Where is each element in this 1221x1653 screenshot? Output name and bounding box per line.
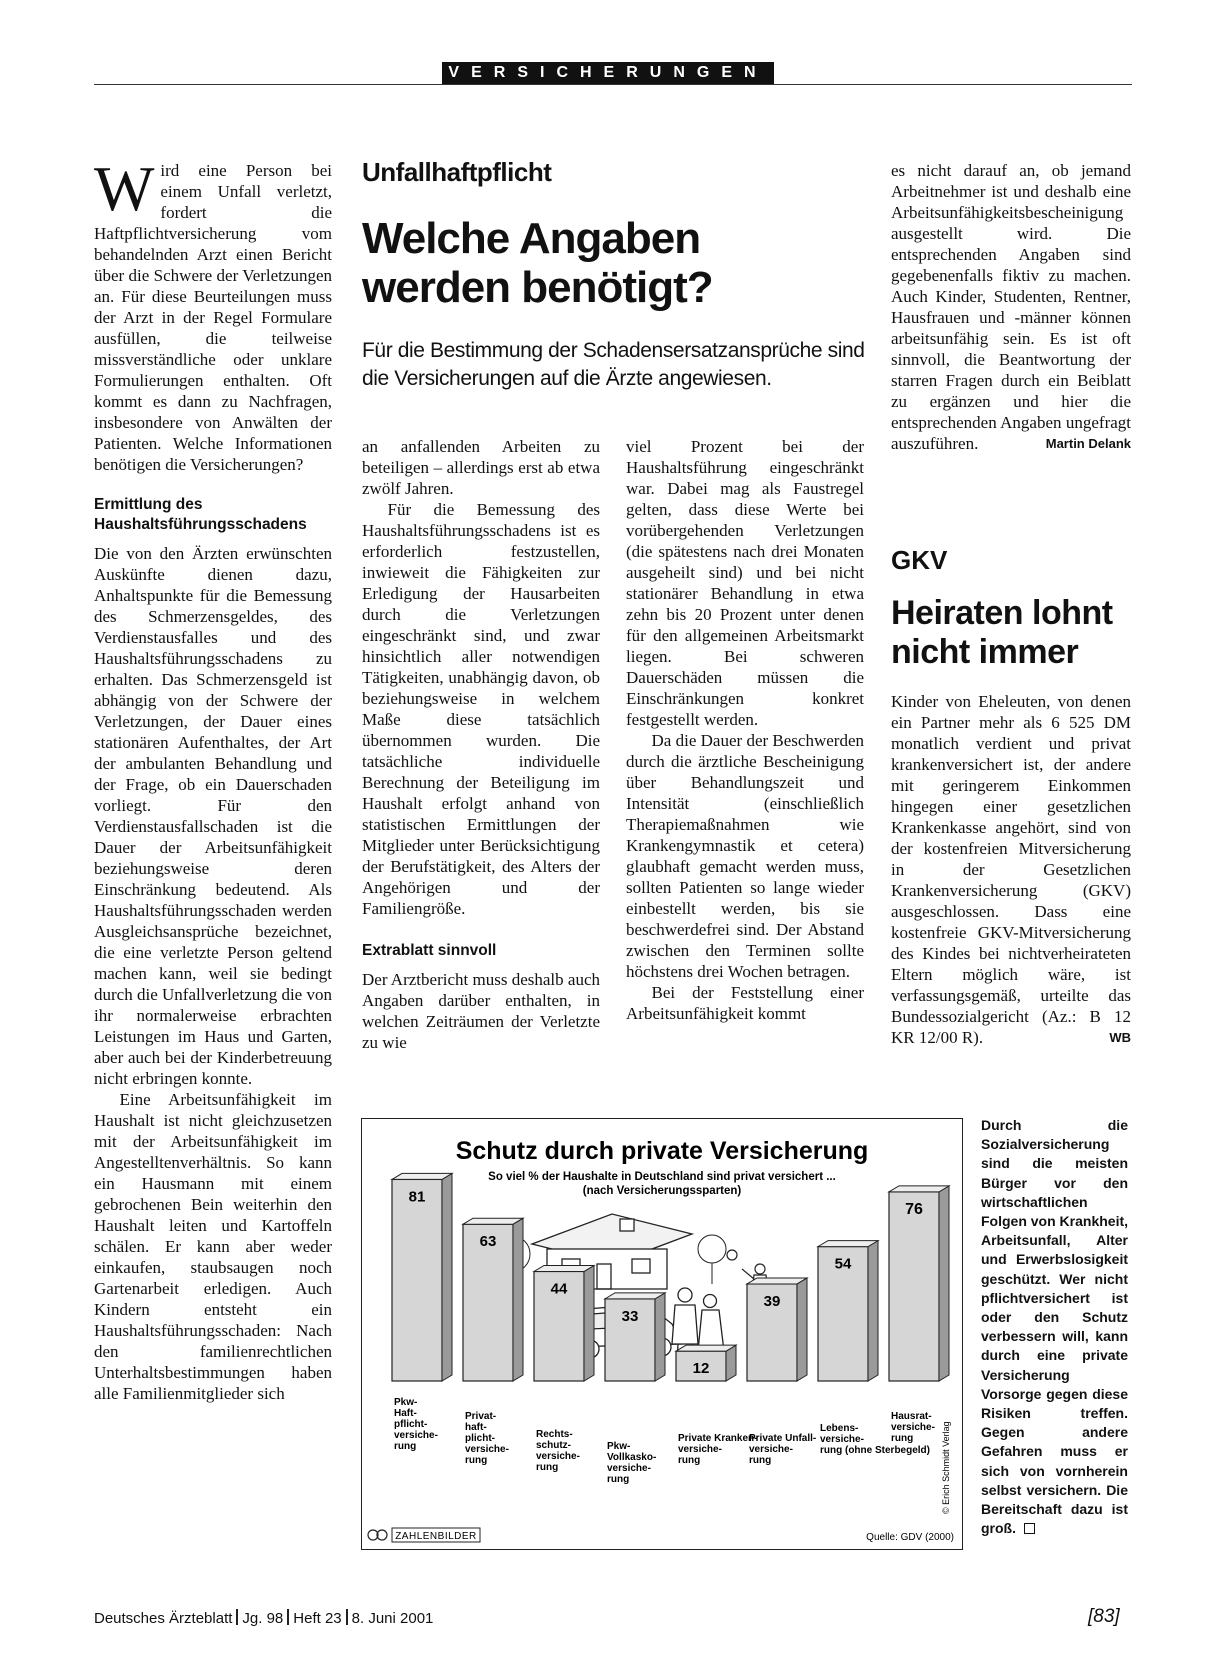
chart-caption [981, 1116, 1128, 1538]
chart-subtitle-2: (nach Versicherungssparten) [582, 1185, 742, 1197]
column-2 [362, 436, 600, 1053]
header-rule [94, 84, 1132, 85]
bar-value-label: 81 [408, 1188, 426, 1206]
bar-value-label: 12 [692, 1360, 710, 1378]
col4-text: es nicht darauf an, ob jemand Arbeitnehmer ist und deshalb eine Arbeitsunfähigkeitsbescheinigung ausgestellt wird. Die entsprechenden Angaben sind gegebenenfalls fiktiv zu machen. Auch Kinder, Studenten, Rentner, Hausfrauen und -männer können arbeitsunfähig sein. Es ist oft sinnvoll, die Beantwortung der starren Fragen durch ein Beiblatt zu ergänzen und hier die entsprechenden Angaben ungefragt auszuführen. [891, 161, 1131, 453]
chart-credit: © Erich Schmidt Verlag [941, 1421, 951, 1514]
section-label: VERSICHERUNGEN [442, 62, 774, 84]
gkv-headline: Heiraten lohnt nicht immer [891, 594, 1113, 671]
caption-text: Durch die Sozialversicherung sind die meisten Bürger vor den wirtschaftlichen Folgen von Krankheit, Arbeitsunfall, Alter und Erwerbslosigkeit geschützt. Wer nicht pflichtversichert ist oder den Schutz verbessern will, kann durch eine private Versicherung Vorsorge gegen diese Risiken treffen. Gegen andere Gefahren muss er sich von vornherein selbst versichern. Die Bereitschaft dazu ist groß. [981, 1117, 1129, 1537]
journal-name: Deutsches Ärzteblatt [94, 1610, 233, 1627]
category-label: Lebens-versiche-rung (ohne Sterbegeld) [820, 1423, 930, 1456]
page-footer [94, 1609, 433, 1627]
page-number: [83] [1088, 1606, 1120, 1627]
col3-paragraph-1: viel Prozent bei der Haushaltsführung eingeschränkt war. Dabei mag als Faustregel gelten, dass diese Werte bei vorübergehenden Verletzungen (die spätestens nach drei Monaten ausgeheilt sind) und bei nicht stationärer Behandlung in etwa zehn bis 20 Prozent unter denen für den allgemeinen Arbeitsmarkt liegen. Bei schweren Dauerschäden müssen die Einschränkungen konkret festgestellt werden. [626, 437, 864, 729]
brand-logo [368, 1528, 480, 1542]
dropcap: W [94, 153, 155, 224]
intro-paragraph [94, 153, 332, 475]
bar-value-label: 54 [834, 1255, 852, 1273]
bar-4 [605, 1293, 665, 1381]
journal-issue: Heft 23 [293, 1610, 342, 1627]
chart-box [361, 1118, 963, 1550]
gkv-text: Kinder von Eheleuten, von denen ein Partner mehr als 6 525 DM monatlich verdient und privat krankenversichert ist, der andere mit geringerem Einkommen hingegen einer gesetzlichen Krankenkasse angehört, sind von der kostenfreien Mitversicherung in der Gesetzlichen Krankenversicherung (GKV) ausgeschlossen. Dass eine kostenfreie GKV-Mitversicherung des Kindes bei nichtverheirateten Eltern möglich wäre, ist verfassungsgemäß, urteilte das Bundessozialgericht (Az.: B 12 KR 12/00 R). [891, 692, 1131, 1047]
category-label: Private Kranken-versiche-rung [678, 1433, 758, 1466]
category-label: Hausrat-versiche-rung [891, 1411, 935, 1444]
end-square-icon [1024, 1523, 1035, 1534]
bar-chart [362, 1119, 962, 1549]
article-kicker: Unfallhaftpflicht [362, 157, 552, 187]
category-label: Rechts-schutz-versiche-rung [536, 1429, 580, 1473]
journal-volume: Jg. 98 [242, 1610, 284, 1627]
intro-text: ird eine Person bei einem Unfall verletzt, fordert die Haftpflichtversicherung vom behandelnden Arzt einen Bericht über die Schwere der Verletzungen an. Für diese Beurteilungen muss der Arzt in der Regel Formulare ausfüllen, die teilweise missverständliche oder unklare Formulierungen enthalten. Oft kommt es dann zu Nachfragen, insbesondere von Anwälten der Patienten. Welche Informationen benötigen die Versicherungen? [94, 161, 332, 474]
chart-subtitle: So viel % der Haushalte in Deutschland sind privat versichert ... [488, 1171, 836, 1183]
column-4 [891, 160, 1131, 454]
gkv-column [891, 691, 1131, 1048]
col3-paragraph-3: Bei der Feststellung einer Arbeitsunfähigkeit kommt [626, 983, 864, 1023]
article-standfirst: Für die Bestimmung der Schadensersatzansprüche sind die Versicherungen auf die Ärzte angewiesen. [362, 339, 865, 390]
bar-value-label: 63 [479, 1233, 497, 1251]
col1-paragraph-1: Die von den Ärzten erwünschten Auskünfte dienen dazu, Anhaltspunkte für die Bemessung des Schmerzensgeldes, des Verdienstausfalles und des Haushaltsführungsschadens zu erhalten. Das Schmerzensgeld ist abhängig von der Schwere der Verletzungen, der Dauer eines stationären Aufenthaltes, der Art der ambulanten Behandlung und der Frage, ob ein Dauerschaden vorliegt. Für den Verdienstausfallschaden ist die Dauer der Arbeitsunfähigkeit beziehungsweise deren Einschränkung bedeutend. Als Haushaltsführungsschaden werden Ausgleichsansprüche bezeichnet, die eine verletzte Person geltend machen kann, weil sie bedingt durch die Unfallverletzung die von ihr normalerweise erbrachten Leistungen im Haus und Garten, aber auch bei der Kinderbetreuung nicht erbringen konnte. [94, 544, 332, 1088]
bar-value-label: 76 [905, 1200, 923, 1218]
author-delank: Martin Delank [1045, 436, 1131, 451]
category-label: Pkw-Vollkasko-versiche-rung [607, 1441, 657, 1485]
category-label: Private Unfall-versiche-rung [749, 1433, 817, 1466]
col2-paragraph-2: Für die Bemessung des Haushaltsführungsschadens ist es erforderlich festzustellen, inwieweit die Fähigkeiten zur Erledigung der Hausarbeiten durch die Verletzungen eingeschränkt sind, und zwar hinsichtlich aller notwendigen Tätigkeiten, unabhängig davon, ob beziehungsweise in welchem Maße diese tatsächlich übernommen wurden. Die tatsächliche individuelle Berechnung der Beteiligung im Haushalt erfolgt anhand von statistischen Ermittlungen der Mitglieder unter Berücksichtigung der Berufstätigkeit, des Alters der Angehörigen und der Familiengröße. [362, 500, 600, 918]
article-headline: Welche Angaben werden benötigt? [362, 214, 713, 312]
col1-paragraph-2: Eine Arbeitsunfähigkeit im Haushalt ist nicht gleichzusetzen mit der Arbeitsunfähigkeit im Angestelltenverhältnis. So kann ein Hausmann mit einem gebrochenen Bein weiterhin den Haushalt leiten und Kartoffeln schälen. Er kann aber weder einkaufen, staubsaugen noch Gartenarbeit erledigen. Auch Kindern entsteht ein Haushaltsführungsschaden: Nach den familienrechtlichen Unterhaltsbestimmungen haben alle Familienmitglieder sich [94, 1090, 332, 1403]
column-3 [626, 436, 864, 1024]
chart-title: Schutz durch private Versicherung [455, 1137, 869, 1165]
journal-date: 8. Juni 2001 [351, 1610, 434, 1627]
gkv-kicker: GKV [891, 545, 948, 575]
bar-value-label: 44 [550, 1280, 568, 1298]
author-wb: WB [1109, 1030, 1131, 1045]
bar-value-label: 33 [621, 1307, 639, 1325]
brand-label: ZAHLENBILDER [395, 1531, 477, 1542]
chart-source: Quelle: GDV (2000) [866, 1532, 954, 1543]
col2-paragraph-3: Der Arztbericht muss deshalb auch Angaben darüber enthalten, in welchen Zeiträumen der Verletzte zu wie [362, 970, 600, 1052]
category-label: Privat-haft-plicht-versiche-rung [465, 1411, 509, 1466]
bar-value-label: 39 [763, 1292, 781, 1310]
subhead-haushalt: Ermittlung des Haushaltsführungsschadens [94, 496, 307, 533]
category-label: Pkw-Haft-pflicht-versiche-rung [394, 1397, 438, 1452]
subhead-extrablatt: Extrablatt sinnvoll [362, 942, 497, 959]
gkv-paragraph [891, 691, 1131, 1048]
column-1 [94, 153, 332, 1404]
col4-paragraph-1 [891, 160, 1131, 454]
col2-paragraph-1: an anfallenden Arbeiten zu beteiligen – allerdings erst ab etwa zwölf Jahren. [362, 437, 600, 498]
col3-paragraph-2: Da die Dauer der Beschwerden durch die ärztliche Bescheinigung über Behandlungszeit und Intensität (einschließlich Therapiemaßnahmen wie Krankengymnastik et cetera) glaubhaft gemacht werden muss, sollten Patienten so lange wieder einbestellt werden, bis sie beschwerdefrei sind. Der Abstand zwischen den Terminen sollte höchstens drei Wochen betragen. [626, 731, 864, 981]
